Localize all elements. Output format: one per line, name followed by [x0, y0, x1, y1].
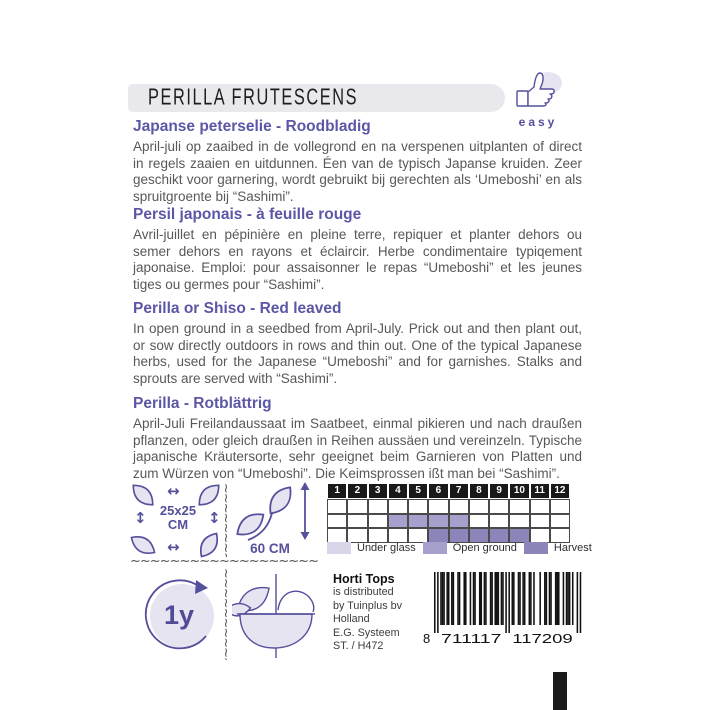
calendar-cell-open_ground — [530, 514, 550, 529]
legend-item — [524, 542, 592, 554]
calendar-cell-harvest — [530, 528, 550, 543]
calendar-cell-open_ground — [368, 514, 388, 529]
calendar-cell-harvest — [408, 528, 428, 543]
seed-viability-icon — [136, 570, 222, 661]
section-french — [133, 206, 582, 293]
calendar-month-header: 4 — [388, 483, 408, 499]
vertical-arrow-icon: ↕ — [208, 509, 221, 527]
section-heading-german: Perilla - Rotblättrig — [133, 395, 272, 412]
calendar-cell-open_ground — [428, 514, 448, 529]
legend-swatch — [524, 542, 548, 554]
calendar-cell-under_glass — [509, 499, 529, 514]
sowing-calendar — [327, 483, 570, 543]
calendar-cell-harvest — [368, 528, 388, 543]
legend-label: Open ground — [452, 542, 517, 554]
svg-text:8: 8 — [423, 631, 431, 646]
calendar-month-header: 3 — [368, 483, 388, 499]
height-arrow-icon — [298, 482, 312, 545]
barcode — [422, 572, 582, 653]
section-english — [133, 300, 582, 387]
calendar-cell-under_glass — [428, 499, 448, 514]
legend-swatch — [327, 542, 351, 554]
calendar-month-header: 6 — [428, 483, 448, 499]
section-heading-dutch: Japanse peterselie - Roodbladig — [133, 118, 371, 135]
calendar-cell-open_ground — [408, 514, 428, 529]
distributor-line: by Tuinplus bv — [333, 599, 403, 612]
calendar-month-header: 5 — [408, 483, 428, 499]
distributor-line: Holland — [333, 613, 370, 626]
spacing-unit: CM — [167, 517, 189, 532]
distributor-name: Horti Tops — [333, 572, 395, 586]
distributor-line: E.G. Systeem — [333, 626, 400, 639]
section-body-english: In open ground in a seedbed from April-July. Prick out and then plant out, or sow directly outdoors in rows and thin out. One of the typical Japanese herbs, used for the Japanese “Umeboshi” and for garnishes. Stalks and sprouts are served with “Sashimi”. — [133, 321, 582, 386]
section-heading-french: Persil japonais - à feuille rouge — [133, 206, 362, 223]
title-banner — [128, 84, 505, 112]
spacing-distance: 25x25 — [159, 503, 197, 518]
thumbs-up-icon — [512, 99, 564, 116]
legend-label: Harvest — [553, 542, 592, 554]
calendar-cell-harvest — [428, 528, 448, 543]
calendar-cell-under_glass — [368, 499, 388, 514]
distributor-info — [333, 572, 429, 654]
calendar-cell-harvest — [327, 528, 347, 543]
calendar-cell-open_ground — [449, 514, 469, 529]
calendar-cell-open_ground — [509, 514, 529, 529]
calendar-cell-open_ground — [347, 514, 367, 529]
calendar-cell-open_ground — [388, 514, 408, 529]
calendar-cell-under_glass — [449, 499, 469, 514]
calendar-cell-under_glass — [347, 499, 367, 514]
calendar-cell-under_glass — [408, 499, 428, 514]
plant-height-info — [234, 482, 318, 560]
plant-spacing-info — [130, 482, 226, 560]
legend-label: Under glass — [357, 542, 416, 554]
viability-value: 1y — [163, 600, 195, 630]
calendar-cell-under_glass — [550, 499, 570, 514]
calendar-cell-open_ground — [489, 514, 509, 529]
page-title: PERILLA FRUTESCENS — [148, 84, 359, 111]
calendar-month-header: 8 — [469, 483, 489, 499]
calendar-cell-harvest — [388, 528, 408, 543]
height-value: 60 CM — [250, 541, 290, 556]
calendar-cell-under_glass — [489, 499, 509, 514]
spacing-value — [152, 504, 204, 532]
calendar-month-header: 1 — [327, 483, 347, 499]
calendar-month-header: 12 — [550, 483, 570, 499]
section-german — [133, 395, 582, 482]
vertical-arrow-icon: ↕ — [134, 509, 147, 527]
calendar-month-header: 10 — [509, 483, 529, 499]
calendar-legend — [327, 542, 592, 554]
calendar-cell-harvest — [550, 528, 570, 543]
section-body-french: Avril-juillet en pépinière en pleine terre, repiquer et planter dehors ou semer dehors en rayons et éclaircir. Herbe condimentaire typiqement japonaise. Emploi: pour assaisonner le repas “Umeboshi” et les jeunes tiges ou germes pour “Sashimi”. — [133, 227, 582, 292]
calendar-month-header: 11 — [530, 483, 550, 499]
calendar-cell-under_glass — [388, 499, 408, 514]
calendar-cell-under_glass — [530, 499, 550, 514]
calendar-cell-harvest — [347, 528, 367, 543]
calendar-month-header: 9 — [489, 483, 509, 499]
calendar-month-header: 2 — [347, 483, 367, 499]
calendar-cell-open_ground — [469, 514, 489, 529]
horizontal-arrow-icon: ↔ — [167, 482, 180, 500]
distributor-lines — [333, 586, 429, 654]
legend-item — [423, 542, 517, 554]
distributor-line: ST. / H472 — [333, 640, 384, 653]
calendar-cell-harvest — [489, 528, 509, 543]
divider — [130, 558, 318, 567]
calendar-cell-under_glass — [327, 499, 347, 514]
easy-label: easy — [518, 115, 558, 129]
divider — [220, 568, 229, 660]
calendar-cell-harvest — [509, 528, 529, 543]
section-heading-english: Perilla or Shiso - Red leaved — [133, 300, 342, 317]
legend-swatch — [423, 542, 447, 554]
distributor-line: is distributed — [333, 586, 394, 598]
calendar-cell-harvest — [469, 528, 489, 543]
svg-text:117209: 117209 — [512, 631, 573, 646]
registration-mark — [553, 672, 567, 710]
calendar-month-header: 7 — [449, 483, 469, 499]
calendar-cell-under_glass — [469, 499, 489, 514]
divider — [220, 483, 229, 557]
section-body-german: April-Juli Freilandaussaat im Saatbeet, einmal pikieren und nach draußen pflanzen, oder gleich draußen in Reihen aussäen und vereinzeln. Typische japanische Kräutersorte, sehr geeignet beim Garnieren von Platten und zum Würzen von “Umeboshi”. Die Keimsprossen ißt man bei “Sashimi”. — [133, 416, 582, 481]
legend-item — [327, 542, 416, 554]
calendar-cell-open_ground — [327, 514, 347, 529]
horizontal-arrow-icon: ↔ — [167, 538, 180, 556]
section-body-dutch: April-juli op zaaibed in de vollegrond en na verspenen uitplanten of direct in regels zaaien en uitdunnen. Éen van de typisch Japanse kruiden. Zeer geschikt voor garnering, wordt gebruikt bij gerechten als ‘Umeboshi’ en als spruitgroente bij “Sashimi”. — [133, 139, 582, 204]
salad-bowl-icon — [232, 568, 316, 667]
calendar-grid — [327, 483, 570, 543]
svg-text:711117: 711117 — [440, 631, 502, 646]
calendar-cell-harvest — [449, 528, 469, 543]
seedling-icon — [236, 486, 296, 547]
calendar-cell-open_ground — [550, 514, 570, 529]
section-dutch — [133, 118, 582, 205]
